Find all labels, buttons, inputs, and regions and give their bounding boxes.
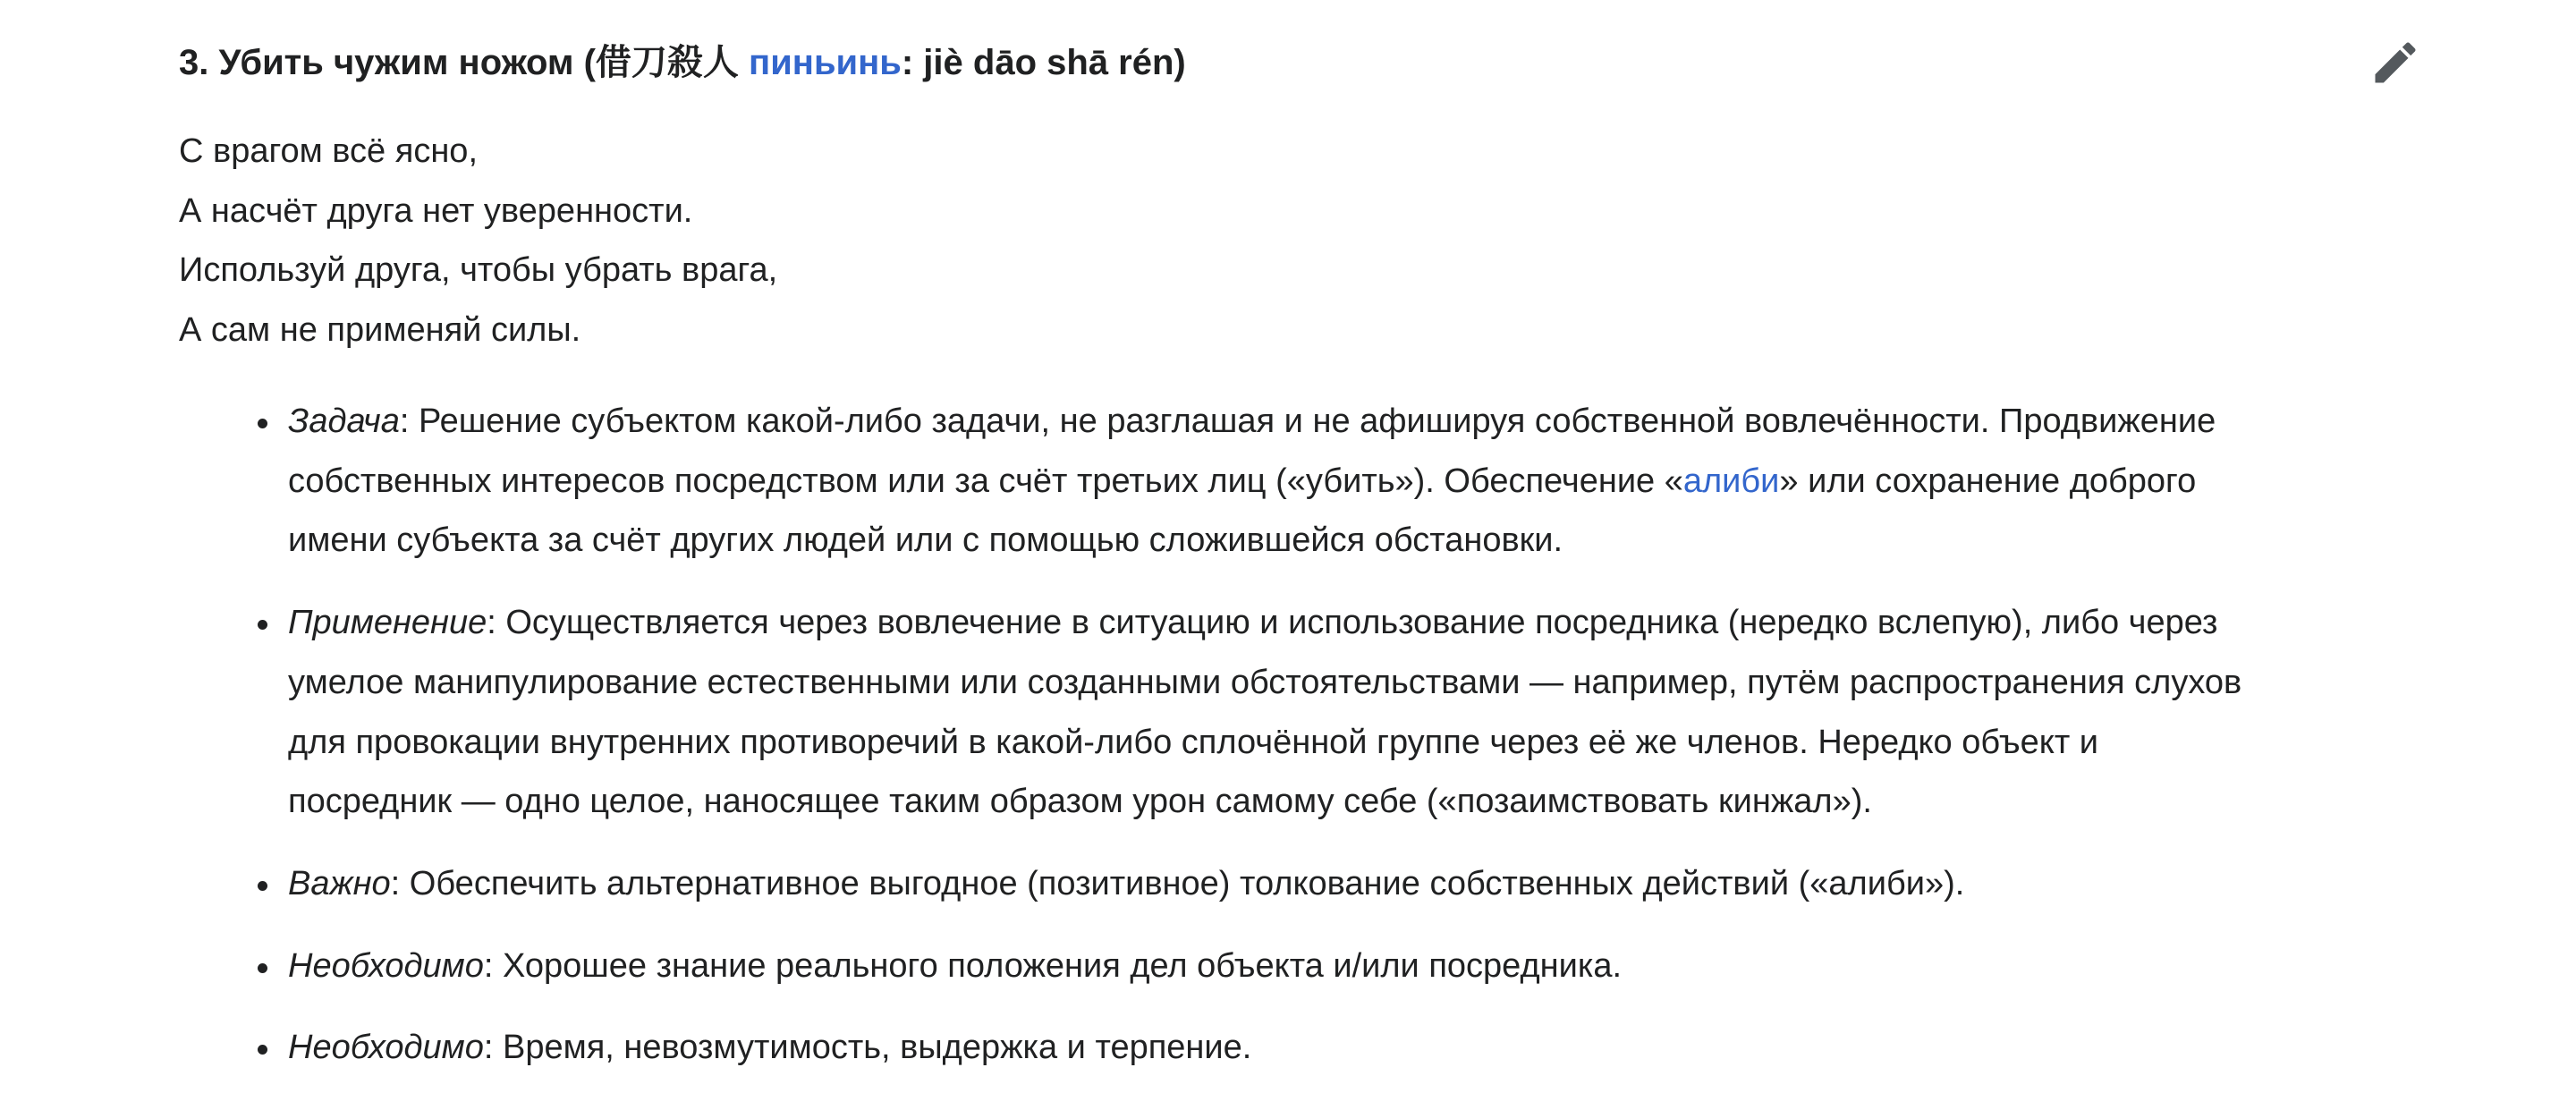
item-text: для провокации внутренних противоречий в какой-либо сплочённой группе через её же членов. Нередко объект и	[288, 723, 2099, 761]
list-item	[179, 392, 2415, 571]
item-text: умелое манипулирование естественными или созданными обстоятельствами — например, путём распространения слухов	[288, 663, 2242, 701]
list-item	[179, 1018, 2415, 1078]
section-heading	[179, 36, 1186, 89]
item-text: : Время, невозмутимость, выдержка и терпение.	[483, 1029, 1252, 1067]
item-term: Необходимо	[288, 1029, 484, 1067]
item-term: Важно	[288, 864, 391, 902]
pinyin-link[interactable]: пиньинь	[749, 43, 902, 82]
item-term: Применение	[288, 604, 487, 642]
strategy-list	[179, 392, 2415, 1093]
poem	[179, 122, 777, 360]
alibi-link[interactable]: алиби	[1682, 462, 1780, 500]
heading-prefix: 3. Убить чужим ножом (借刀殺人	[179, 43, 750, 82]
list-item	[179, 854, 2415, 914]
item-term: Необходимо	[288, 946, 484, 985]
heading-suffix: : jiè dāo shā rén)	[901, 43, 1186, 82]
item-text: посредник — одно целое, наносящее таким образом урон самому себе («позаимствовать кинжал»).	[288, 783, 1872, 821]
item-text: имени субъекта за счёт других людей или с помощью сложившейся обстановки.	[288, 521, 1563, 560]
poem-line: А сам не применяй силы.	[179, 311, 581, 350]
item-text: » или сохранение доброго	[1779, 462, 2197, 500]
item-text: : Решение субъектом какой-либо задачи, не разглашая и не афишируя собственной вовлечённости. Продвижение	[399, 402, 2216, 440]
item-text: : Хорошее знание реального положения дел объекта и/или посредника.	[483, 946, 1623, 985]
poem-line: С врагом всё ясно,	[179, 132, 479, 170]
article-section	[179, 0, 2433, 1093]
item-text: : Обеспечить альтернативное выгодное (позитивное) толкование собственных действий («алиби»).	[390, 864, 1965, 902]
poem-line: Используй друга, чтобы убрать врага,	[179, 251, 778, 290]
pencil-icon[interactable]	[2368, 36, 2422, 89]
item-term: Задача	[288, 402, 400, 440]
list-item	[179, 936, 2415, 996]
item-text: собственных интересов посредством или за счёт третьих лиц («убить»). Обеспечение «	[288, 462, 1683, 500]
poem-line: А насчёт друга нет уверенности.	[179, 191, 693, 230]
list-item	[179, 593, 2415, 832]
item-text: : Осуществляется через вовлечение в ситуацию и использование посредника (нередко вслепую), либо через	[487, 604, 2218, 642]
